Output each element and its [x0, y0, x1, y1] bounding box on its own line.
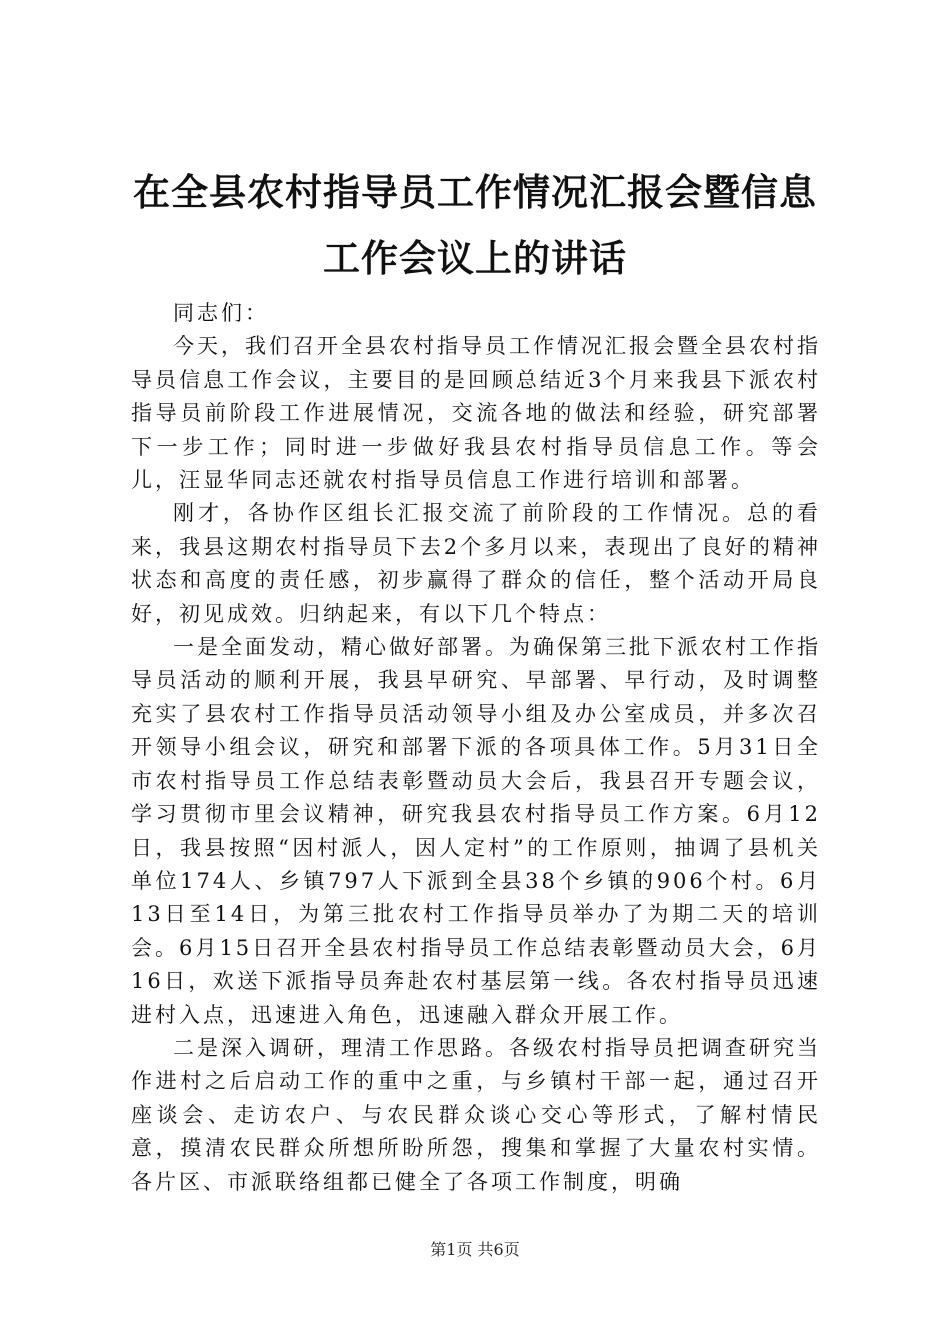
body-paragraph: 一是全面发动，精心做好部署。为确保第三批下派农村工作指导员活动的顺利开展，我县早研究、早部署、早行动，及时调整充实了县农村工作指导员活动领导小组及办公室成员，并多次召开领导小组会议，研究和部署下派的各项具体工作。5月31日全市农村指导员工作总结表彰暨动员大会后，我县召开专题会议，学习贯彻市里会议精神，研究我县农村指导员工作方案。6月12日，我县按照“因村派人，因人定村”的工作原则，抽调了县机关单位174人、乡镇797人下派到全县38个乡镇的906个村。6月13日至14日，为第三批农村工作指导员举办了为期二天的培训会。6月15日召开全县农村指导员工作总结表彰暨动员大会，6月16日，欢送下派指导员奔赴农村基层第一线。各农村指导员迅速进村入点，迅速进入角色，迅速融入群众开展工作。 — [131, 635, 821, 1027]
salutation-paragraph: 同志们： — [173, 301, 269, 325]
body-paragraph: 刚才，各协作区组长汇报交流了前阶段的工作情况。总的看来，我县这期农村指导员下去2个多月以来，表现出了良好的精神状态和高度的责任感，初步赢得了群众的信任，整个活动开局良好，初见成效。归纳起来，有以下几个特点： — [131, 501, 821, 626]
body-paragraph: 二是深入调研，理清工作思路。各级农村指导员把调查研究当作进村之后启动工作的重中之重，与乡镇村干部一起，通过召开座谈会、走访农户、与农民群众谈心交心等形式，了解村情民意，摸清农民群众所想所盼所怨，搜集和掌握了大量农村实情。各片区、市派联络组都已健全了各项工作制度，明确 — [131, 1035, 821, 1194]
document-body — [131, 297, 821, 1199]
page-number-footer: 第1页 共6页 — [430, 1240, 520, 1259]
body-paragraph: 今天，我们召开全县农村指导员工作情况汇报会暨全县农村指导员信息工作会议，主要目的是回顾总结近3个月来我县下派农村指导员前阶段工作进展情况，交流各地的做法和经验，研究部署下一步工作；同时进一步做好我县农村指导员信息工作。等会儿，汪显华同志还就农村指导员信息工作进行培训和部署。 — [131, 334, 821, 493]
document-title: 在全县农村指导员工作情况汇报会暨信息工作会议上的讲话 — [133, 171, 817, 280]
